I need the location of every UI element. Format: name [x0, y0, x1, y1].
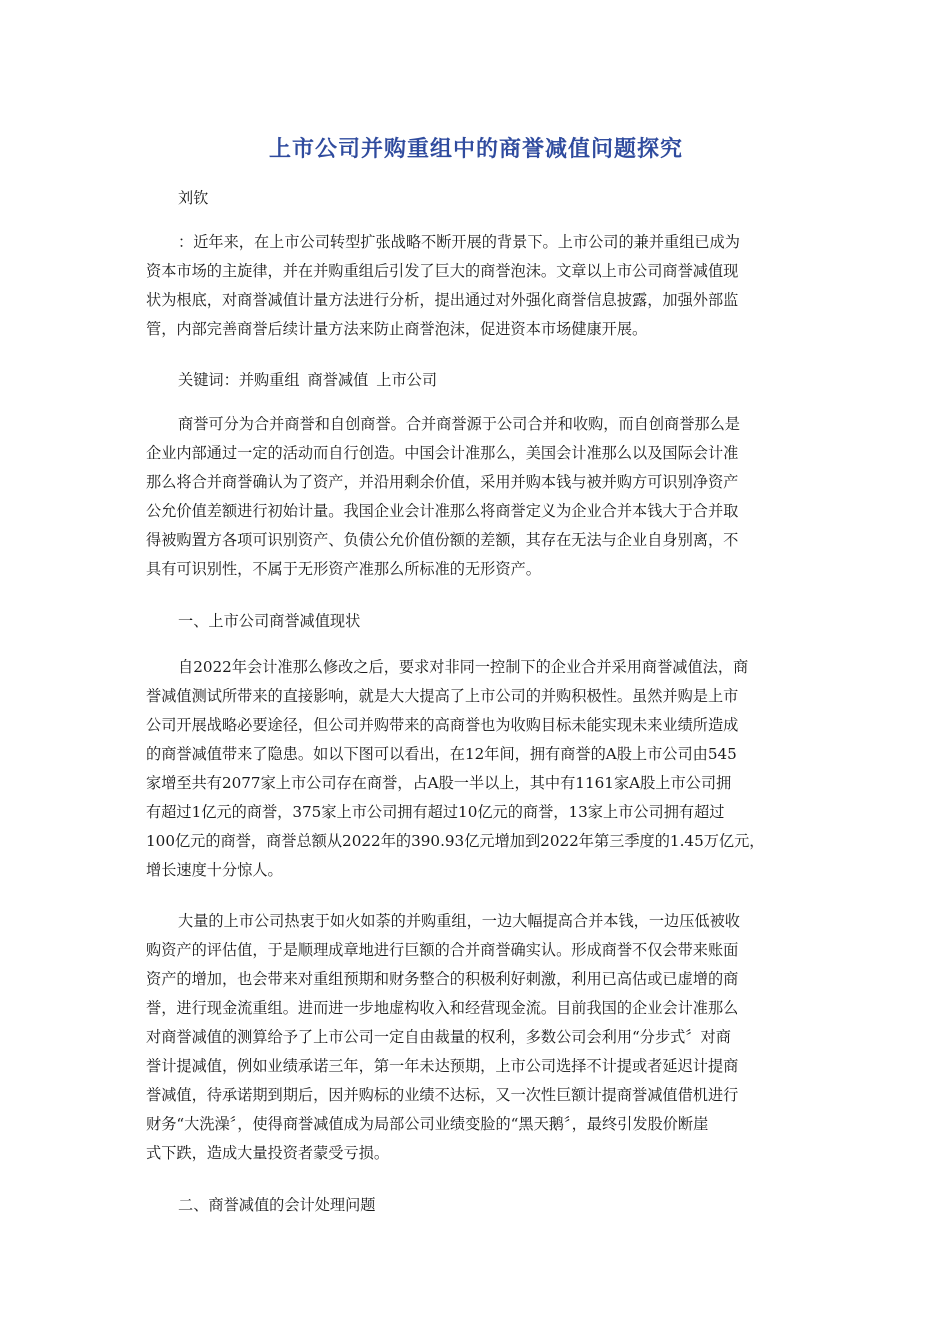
paragraph-line: 资产的增加，也会带来对重组预期和财务整合的积极利好刺激，利用已高估或已虚增的商 [146, 970, 739, 988]
paragraph-line: 购资产的评估值，于是顺理成章地进行巨额的合并商誉确实认。形成商誉不仅会带来账面 [146, 941, 739, 959]
paragraph-line: 企业内部通过一定的活动而自行创造。中国会计准那么，美国会计准那么以及国际会计准 [146, 444, 739, 462]
paragraph-line: 誉减值测试所带来的直接影响，就是大大提高了上市公司的并购积极性。虽然并购是上市 [146, 687, 739, 705]
paragraph-line: 式下跌，造成大量投资者蒙受亏损。 [146, 1144, 389, 1162]
paragraph-line: 公司开展战略必要途径，但公司并购带来的高商誉也为收购目标未能实现未来业绩所造成 [146, 716, 739, 734]
paragraph-line: 对商誉减值的测算给予了上市公司一定自由裁量的权利，多数公司会利用“分步式〞对商 [146, 1028, 731, 1046]
keyword-item: 商誉减值 [307, 371, 369, 389]
section-heading: 二、商誉减值的会计处理问题 [178, 1196, 376, 1214]
keywords-label: 关键词： [178, 371, 239, 389]
paragraph-line: 家增至共有2077家上市公司存在商誉，占A股一半以上，其中有1161家A股上市公司拥 [146, 774, 732, 792]
paragraph-line: 具有可识别性，不属于无形资产准那么所标准的无形资产。 [146, 560, 541, 578]
keyword-item: 并购重组 [238, 371, 300, 389]
paragraph-line: 那么将合并商誉确认为了资产，并沿用剩余价值，采用并购本钱与被并购方可识别净资产 [146, 473, 739, 491]
keywords-line [178, 366, 445, 394]
abstract-line: ：近年来，在上市公司转型扩张战略不断开展的背景下。上市公司的兼并重组已成为 [178, 233, 740, 251]
paragraph-line: 公允价值差额进行初始计量。我国企业会计准那么将商誉定义为企业合并本钱大于合并取 [146, 502, 739, 520]
paragraph-line: 誉减值，待承诺期到期后，因并购标的业绩不达标，又一次性巨额计提商誉减值借机进行 [146, 1086, 739, 1104]
keyword-item: 上市公司 [376, 371, 437, 389]
paragraph-line: 自2022年会计准那么修改之后，要求对非同一控制下的企业合并采用商誉减值法，商 [178, 658, 749, 676]
paragraph-line: 的商誉减值带来了隐患。如以下图可以看出，在12年间，拥有商誉的A股上市公司由545 [146, 745, 737, 763]
author-name: 刘钦 [178, 189, 209, 207]
abstract-line: 状为根底，对商誉减值计量方法进行分析，提出通过对外强化商誉信息披露，加强外部监 [146, 291, 739, 309]
paragraph-line: 财务“大洗澡〞，使得商誉减值成为局部公司业绩变脸的“黑天鹅〞，最终引发股价断崖 [146, 1115, 709, 1133]
section-heading: 一、上市公司商誉减值现状 [178, 612, 361, 630]
paragraph-line: 有超过1亿元的商誉，375家上市公司拥有超过10亿元的商誉，13家上市公司拥有超过 [146, 803, 725, 821]
abstract-line: 管，内部完善商誉后续计量方法来防止商誉泡沫，促进资本市场健康开展。 [146, 320, 648, 338]
abstract-line: 资本市场的主旋律，并在并购重组后引发了巨大的商誉泡沫。文章以上市公司商誉减值现 [146, 262, 739, 280]
paragraph-line: 商誉可分为合并商誉和自创商誉。合并商誉源于公司合并和收购，而自创商誉那么是 [178, 415, 740, 433]
paragraph-line: 誉，进行现金流重组。进而进一步地虚构收入和经营现金流。目前我国的企业会计准那么 [146, 999, 739, 1017]
paragraph-line: 100亿元的商誉，商誉总额从2022年的390.93亿元增加到2022年第三季度的1.45万亿元， [146, 832, 765, 850]
paragraph-line: 增长速度十分惊人。 [146, 861, 283, 879]
paragraph-line: 得被购置方各项可识别资产、负债公允价值份额的差额，其存在无法与企业自身别离，不 [146, 531, 739, 549]
paragraph-line: 誉计提减值，例如业绩承诺三年，第一年未达预期，上市公司选择不计提或者延迟计提商 [146, 1057, 739, 1075]
paragraph-line: 大量的上市公司热衷于如火如荼的并购重组，一边大幅提高合并本钱，一边压低被收 [178, 912, 740, 930]
document-title: 上市公司并购重组中的商誉减值问题探究 [268, 137, 683, 162]
